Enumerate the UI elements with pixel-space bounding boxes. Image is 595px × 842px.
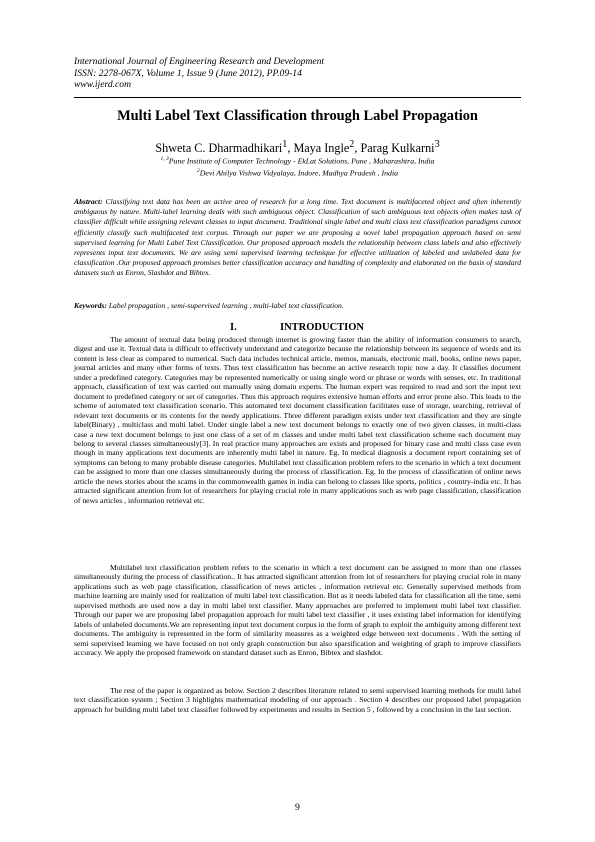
paragraph-text: The amount of textual data being produced through internet is growing faster than the ability of information consumers to search, digest and use it. Textual data is difficult to effectively understand and categorize because the relationship between its sequence of words and its content is less clear as compared to numerical. Such data includes technical article, memos, manuals, electronic mail, books, online news paper, journal articles and many other forms of texts. Thus text classification has become an active research topic now a day. It classifies document under a predefined category. Categories may be represented numerically or using single word or phrase or words with senses, etc. In traditional approach, classification of text was carried out manually using domain experts. The human expert was required to read and sort the input text document to predefined category or set of categories. Thus this approach requires extensive human efforts and error prone also. This leads to the scheme of automated text classification scenario. This automated text document classification facilitates ease of storage, searching, retrieval of relevant text documents or its contents for the needy applications. Three different paradigm exists under text classification and they are single label(Binary) , multiclass and multi label. Under single label a new text document belongs to exactly one of two given classes, in multi-class case a new text document belongs to just one class of a set of m classes and under multi label text classification scheme each document may belong to several classes simultaneously[3]. In real practice many approaches are exists and proposed for binary case and multi class case even though in many applications text documents are inherently multi label in nature. Eg. In medical diagnosis a document report containing set of symptoms can belong to many probable disease categories. Multilabel text classification problem refers to the scenario in which a text document can be assigned to more than one classes simultaneously during the process of classification. Eg. In the process of classification of online news article the news stories about the scams in the commonwealth games in india can belong to classes like sports, politics , country-india etc. It has attracted significant attention from lot of researchers for playing crucial role in many applications such as web page classification, classification of news articles , information retrieval etc.: [74, 335, 521, 505]
journal-name: International Journal of Engineering Research and Development: [74, 56, 325, 67]
affiliation: [74, 155, 521, 166]
body-paragraph: [74, 686, 521, 714]
journal-website: www.ijerd.com: [74, 79, 132, 90]
page-number: 9: [295, 802, 300, 813]
body-paragraph: [74, 335, 521, 505]
keywords-text: Label propagation , semi-supervised learning , multi-label text classification.: [108, 301, 344, 310]
affiliation-text: Pune Institute of Computer Technology - EkLat Solutions, Pune , Maharashtra, India: [168, 156, 435, 166]
affiliation: [74, 167, 521, 178]
keywords-label: Keywords:: [74, 301, 107, 310]
keywords: [74, 301, 521, 311]
abstract-text: Classifying text data has been an active area of research for a long time. Text document is multifaceted object and often inherently ambiguous by nature. Multi-label learning deals with such ambiguous object. Classification of such ambiguous text objects often makes task of classifier difficult while assigning relevant classes to input document. Traditional single label and multi class text classification paradigms cannot efficiently classify such multifaceted text corpus. Through our paper we are proposing a novel label propagation approach based on semi supervised learning for Multi Label Text Classification. Our proposed approach models the relationship between class labels and also effectively represents input text documents. We are using semi supervised learning technique for effective utilization of labeled and unlabeled data for classification .Our proposed approach promises better classification accuracy and handling of complexity and elaborated on the basis of standard datasets such as Enron, Slashdot and Bibtex.: [74, 197, 521, 278]
author-superscript: 2: [349, 139, 355, 150]
author-superscript: 1: [282, 139, 288, 150]
author-name: Parag Kulkarni: [360, 141, 435, 156]
journal-issn: ISSN: 2278-067X, Volume 1, Issue 9 (June 2012), PP.09-14: [74, 67, 302, 79]
header-divider: [74, 97, 521, 98]
author-name: Maya Ingle: [293, 141, 350, 156]
paragraph-text: The rest of the paper is organized as below. Section 2 describes literature related to semi supervised learning methods for multi label text classification system ; Section 3 highlights mathematical modeling of our approach . Section 4 describes our proposed label propagation approach for building multi label text classifier followed by experiments and results in Section 5 , followed by a conclusion in the last section.: [74, 686, 521, 714]
paper-title: Multi Label Text Classification through Label Propagation: [117, 108, 478, 124]
affiliation-text: Devi Ahilya Vishwa Vidyalaya, Indore, Madhya Pradesh , India: [199, 168, 399, 178]
affiliation-superscript: 1, 3: [160, 156, 169, 162]
section-title: INTRODUCTION: [280, 322, 365, 333]
section-heading: [230, 322, 364, 334]
abstract: [74, 197, 521, 279]
author-list: [74, 138, 521, 155]
author-separator: ,: [287, 141, 294, 156]
section-number: I.: [230, 322, 237, 333]
paragraph-text: Multilabel text classification problem refers to the scenario in which a text document can be assigned to more than one classes simultaneously during the process of classification.. It has attracted significant attention from lot of researchers for playing crucial role in many applications such as web page classification, classification of news articles , information retrieval etc. Generally supervised methods from machine learning are mainly used for realization of multi label text classification. But as it needs labeled data for classification all the time, semi supervised methods are used now a day in multi label text classifier. Many approaches are preferred to implement multi label text classifier. Through our paper we are proposing label propagation approach for multi label text classifier , it uses existing label information for identifying labels of unlabeled documents.We are representing input text document corpus in the form of graph to exploit the ambiguity among different text documents. The ambiguity is represented in the form of similarity measures as a weighted edge between text documents . With the setting of semi supervised learning we have focused on not only graph construction but also sparsification and weighting of graph to improve classifiers accuracy. We apply the proposed framework on standard dataset such as Enron, Bibtex and slashdot.: [74, 563, 521, 658]
abstract-label: Abstract:: [74, 197, 103, 206]
author-separator: ,: [354, 141, 361, 156]
author-superscript: 3: [434, 139, 440, 150]
journal-header: [74, 56, 534, 91]
author-name: Shweta C. Dharmadhikari: [155, 141, 283, 156]
affiliation-superscript: 2: [196, 168, 200, 174]
body-paragraph: [74, 563, 521, 658]
